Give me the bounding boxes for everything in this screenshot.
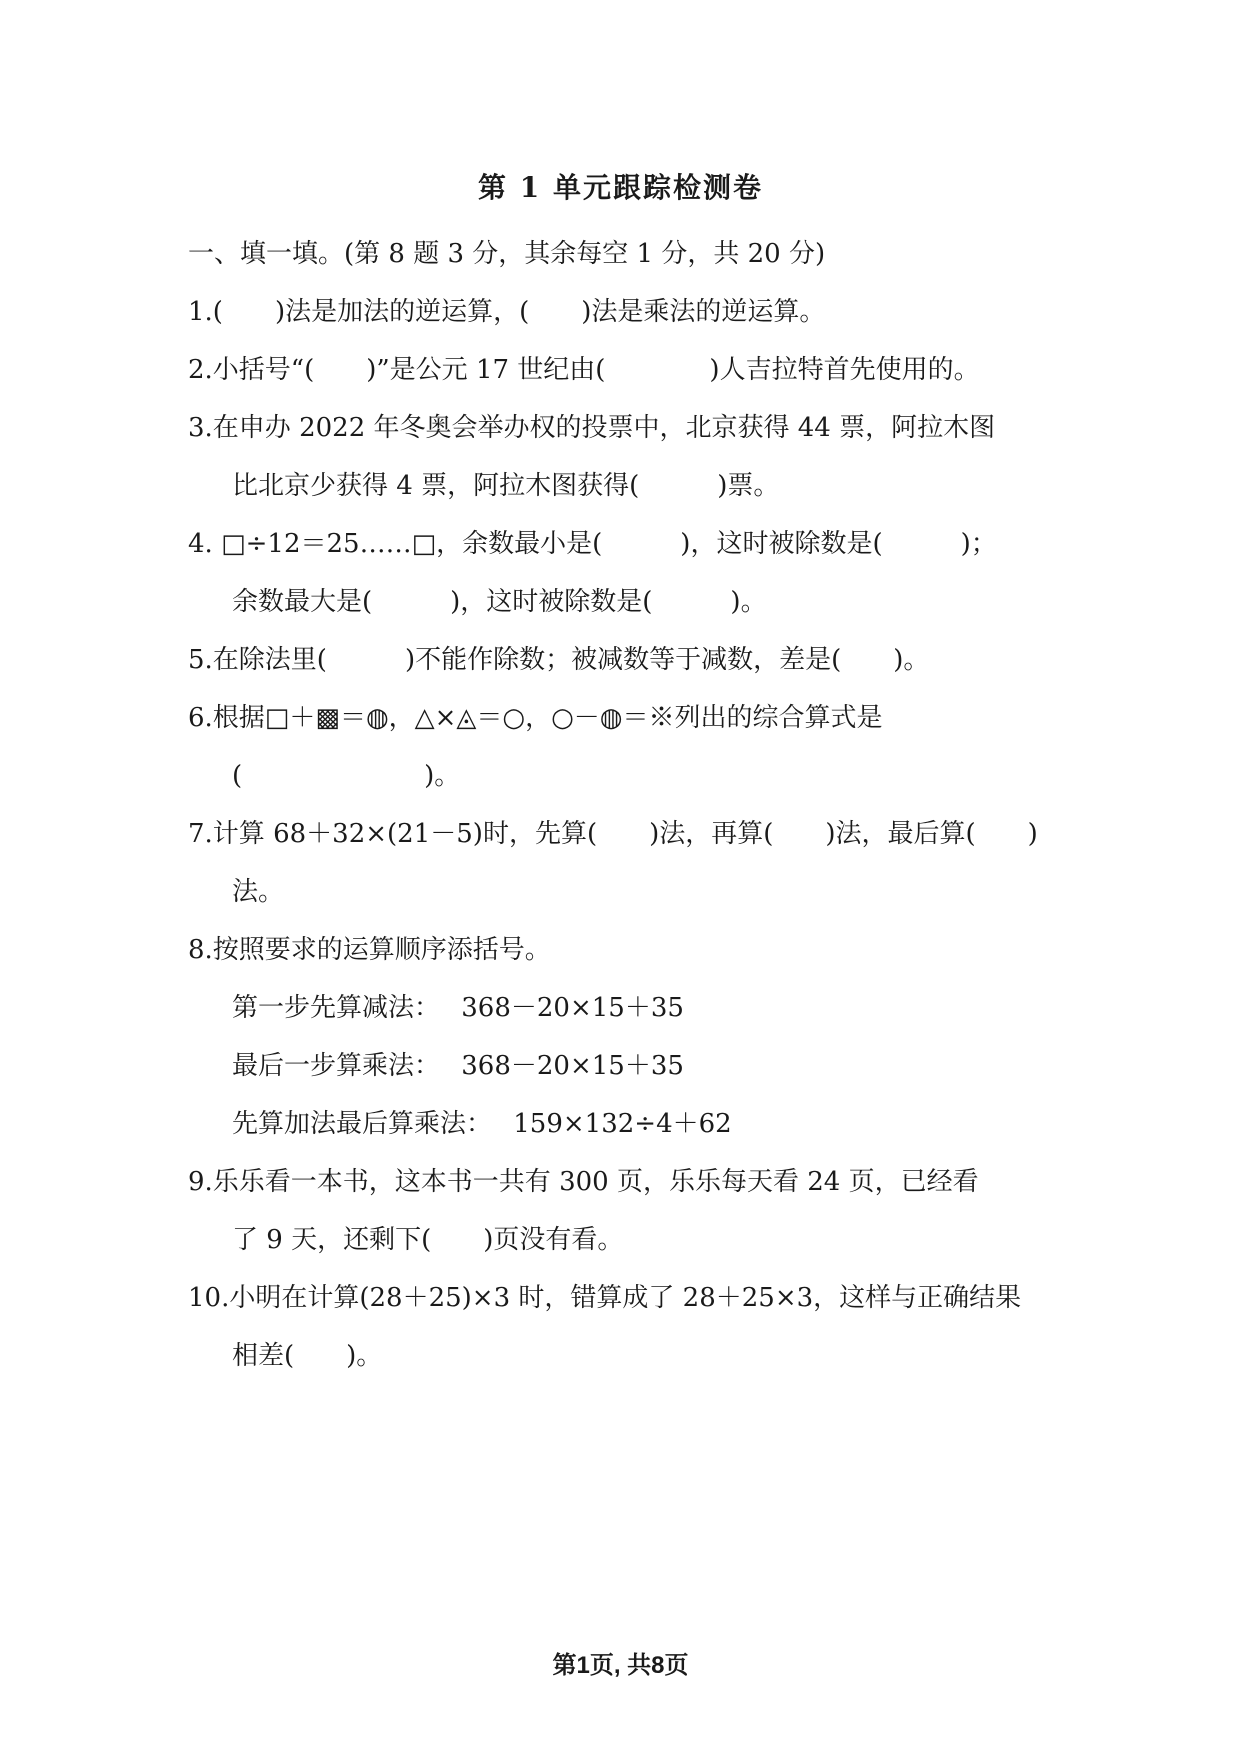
question-8-item-1: 第一步先算减法： 368－20×15＋35 [232, 993, 684, 1023]
question-6-cont: ( )。 [232, 761, 461, 791]
question-10-cont: 相差( )。 [232, 1341, 383, 1371]
question-3-cont: 比北京少获得 4 票，阿拉木图获得( )票。 [232, 471, 780, 501]
question-8: 8.按照要求的运算顺序添括号。 [188, 935, 551, 965]
section-heading: 一、填一填。(第 8 题 3 分，其余每空 1 分，共 20 分) [188, 239, 826, 269]
question-9: 9.乐乐看一本书，这本书一共有 300 页，乐乐每天看 24 页，已经看 [188, 1167, 979, 1197]
question-6: 6.根据□＋▩＝◍，△×◬＝○，○－◍＝※列出的综合算式是 [188, 703, 883, 733]
question-10: 10.小明在计算(28＋25)×3 时，错算成了 28＋25×3，这样与正确结果 [188, 1283, 1022, 1313]
question-9-cont: 了 9 天，还剩下( )页没有看。 [232, 1225, 624, 1255]
question-8-item-3: 先算加法最后算乘法： 159×132÷4＋62 [232, 1109, 732, 1139]
question-5: 5.在除法里( )不能作除数；被减数等于减数，差是( )。 [188, 645, 930, 675]
question-7: 7.计算 68＋32×(21－5)时，先算( )法，再算( )法，最后算( ) [188, 819, 1038, 849]
question-3: 3.在申办 2022 年冬奥会举办权的投票中，北京获得 44 票，阿拉木图 [188, 413, 996, 443]
question-7-cont: 法。 [232, 877, 285, 907]
question-4-cont: 余数最大是( )，这时被除数是( )。 [232, 587, 767, 617]
question-1: 1.( )法是加法的逆运算，( )法是乘法的逆运算。 [188, 297, 826, 327]
question-4: 4. □÷12＝25……□，余数最小是( )，这时被除数是( )； [188, 529, 997, 559]
question-8-item-2: 最后一步算乘法： 368－20×15＋35 [232, 1051, 684, 1081]
question-2: 2.小括号“( )”是公元 17 世纪由( )人吉拉特首先使用的。 [188, 355, 980, 385]
page-footer: 第1页, 共8页 [552, 1652, 689, 1679]
page-title: 第 1 单元跟踪检测卷 [478, 171, 763, 204]
